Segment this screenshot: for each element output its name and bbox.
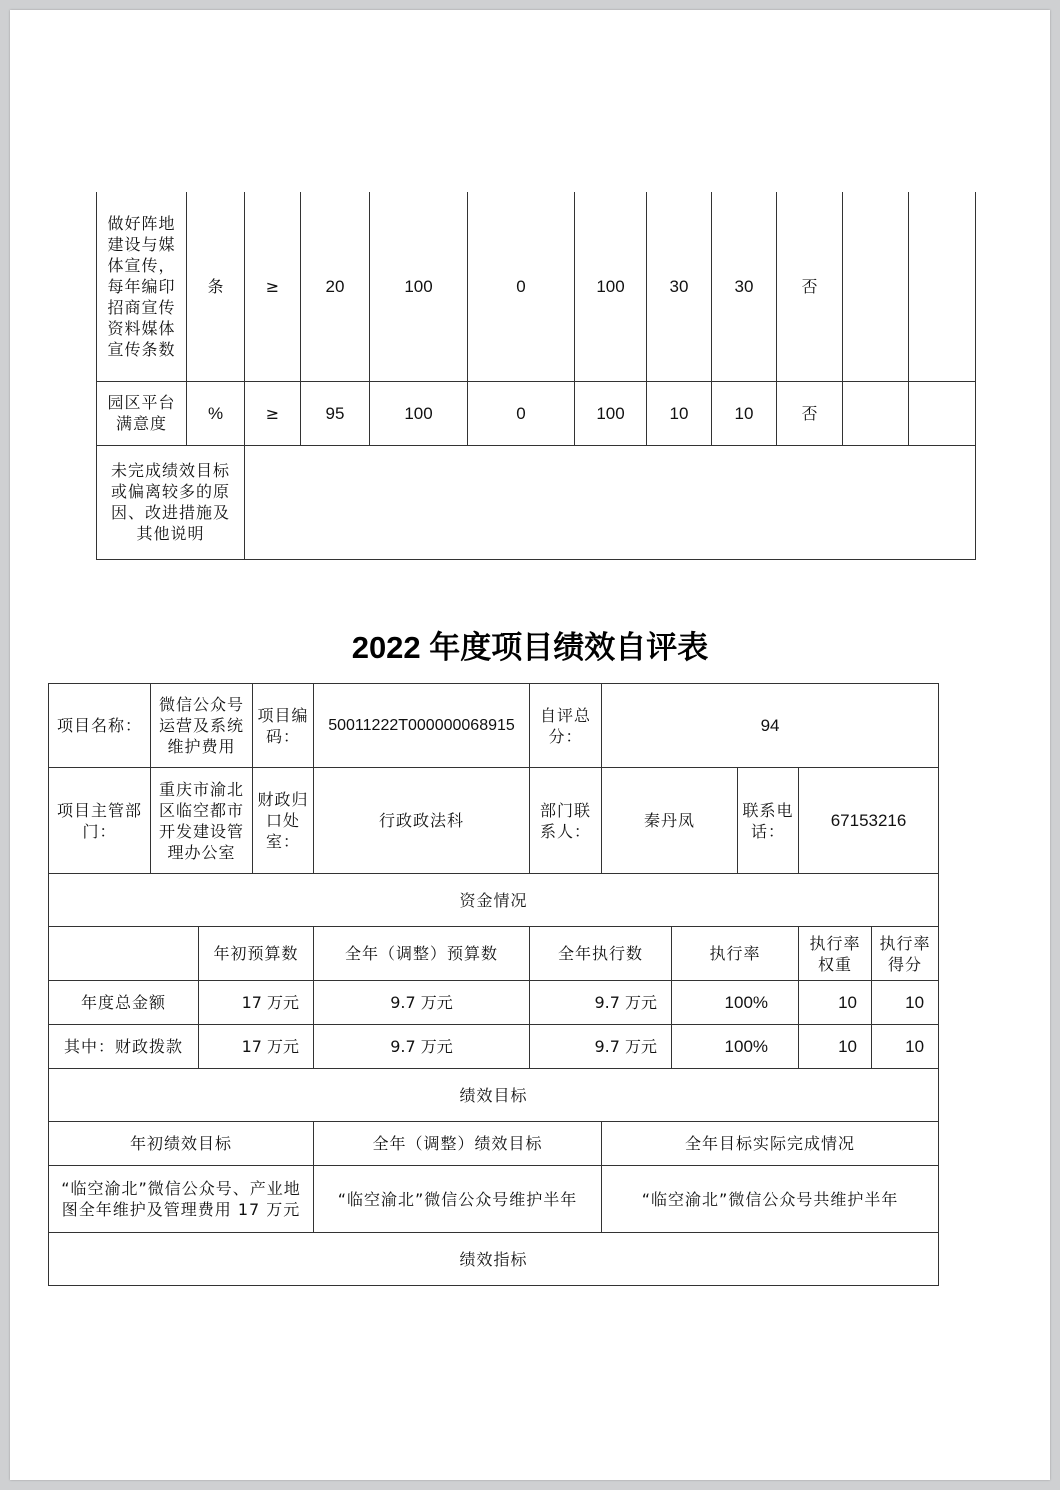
section-header-row — [49, 1069, 939, 1122]
value-cell: 30 — [712, 192, 777, 381]
table-row — [49, 981, 939, 1025]
empty-cell — [843, 381, 909, 445]
empty-cell — [909, 192, 976, 381]
table-row — [49, 1025, 939, 1069]
goals-columns-row — [49, 1122, 939, 1166]
department-row — [49, 768, 939, 874]
table-row — [97, 445, 976, 559]
indicators-header: 绩效指标 — [49, 1233, 939, 1286]
total-score: 94 — [602, 684, 939, 768]
funds-columns-row — [49, 927, 939, 981]
table-row — [97, 192, 976, 381]
value-cell: 0 — [468, 381, 575, 445]
page-title: 2022 年度项目绩效自评表 — [351, 630, 709, 665]
phone-label: 联系电话： — [738, 768, 799, 874]
executed-cell: 9.7 万元 — [530, 1025, 672, 1069]
table-row — [97, 381, 976, 445]
contact-name: 秦丹凤 — [602, 768, 738, 874]
rate-cell: 100% — [672, 981, 799, 1025]
empty-cell — [843, 192, 909, 381]
contact-label: 部门联系人： — [530, 768, 602, 874]
project-name: 微信公众号运营及系统维护费用 — [151, 684, 253, 768]
operator-cell: ≥ — [245, 192, 301, 381]
target-cell: 20 — [301, 192, 370, 381]
indicator-name: 做好阵地建设与媒体宣传，每年编印招商宣传资料媒体宣传条数 — [97, 192, 187, 381]
score-cell: 10 — [872, 1025, 939, 1069]
value-cell: 10 — [647, 381, 712, 445]
column-header: 执行率权重 — [799, 927, 872, 981]
dept-name: 重庆市渝北区临空都市开发建设管理办公室 — [151, 768, 253, 874]
evaluation-table — [48, 683, 939, 1286]
indicator-table-continued — [96, 192, 976, 560]
value-cell: 10 — [712, 381, 777, 445]
empty-cell — [909, 381, 976, 445]
section-header-row — [49, 1233, 939, 1286]
weight-cell: 10 — [799, 981, 872, 1025]
column-header: 全年目标实际完成情况 — [602, 1122, 939, 1166]
value-cell: 100 — [575, 381, 647, 445]
column-header: 年初绩效目标 — [49, 1122, 314, 1166]
note-label: 未完成绩效目标或偏离较多的原因、改进措施及其他说明 — [97, 445, 245, 559]
column-header: 全年（调整）绩效目标 — [314, 1122, 602, 1166]
section-header-row — [49, 874, 939, 927]
initial-goal: “临空渝北”微信公众号、产业地图全年维护及管理费用 17 万元 — [49, 1166, 314, 1233]
empty-cell — [49, 927, 199, 981]
operator-cell: ≥ — [245, 381, 301, 445]
budget-cell: 17 万元 — [199, 1025, 314, 1069]
phone-number: 67153216 — [799, 768, 939, 874]
goals-row — [49, 1166, 939, 1233]
target-cell: 95 — [301, 381, 370, 445]
score-label: 自评总分： — [530, 684, 602, 768]
project-name-label: 项目名称： — [49, 684, 151, 768]
document-page — [10, 10, 1050, 1480]
project-code-label: 项目编码： — [253, 684, 314, 768]
note-value — [245, 445, 976, 559]
funds-header: 资金情况 — [49, 874, 939, 927]
value-cell: 100 — [370, 192, 468, 381]
finance-office: 行政政法科 — [314, 768, 530, 874]
score-cell: 10 — [872, 981, 939, 1025]
column-header: 执行率 — [672, 927, 799, 981]
budget-cell: 17 万元 — [199, 981, 314, 1025]
dept-label: 项目主管部门： — [49, 768, 151, 874]
goals-header: 绩效目标 — [49, 1069, 939, 1122]
column-header: 执行率得分 — [872, 927, 939, 981]
unit-cell: 条 — [187, 192, 245, 381]
finance-office-label: 财政归口处室： — [253, 768, 314, 874]
unit-cell: % — [187, 381, 245, 445]
column-header: 全年（调整）预算数 — [314, 927, 530, 981]
indicator-name: 园区平台满意度 — [97, 381, 187, 445]
executed-cell: 9.7 万元 — [530, 981, 672, 1025]
adjusted-cell: 9.7 万元 — [314, 981, 530, 1025]
column-header: 全年执行数 — [530, 927, 672, 981]
adjusted-goal: “临空渝北”微信公众号维护半年 — [314, 1166, 602, 1233]
project-code: 50011222T000000068915 — [314, 684, 530, 768]
flag-cell: 否 — [777, 192, 843, 381]
value-cell: 0 — [468, 192, 575, 381]
weight-cell: 10 — [799, 1025, 872, 1069]
actual-goal: “临空渝北”微信公众号共维护半年 — [602, 1166, 939, 1233]
value-cell: 30 — [647, 192, 712, 381]
rate-cell: 100% — [672, 1025, 799, 1069]
project-info-row — [49, 684, 939, 768]
value-cell: 100 — [370, 381, 468, 445]
flag-cell: 否 — [777, 381, 843, 445]
value-cell: 100 — [575, 192, 647, 381]
row-label: 年度总金额 — [49, 981, 199, 1025]
row-label: 其中：财政拨款 — [49, 1025, 199, 1069]
adjusted-cell: 9.7 万元 — [314, 1025, 530, 1069]
column-header: 年初预算数 — [199, 927, 314, 981]
